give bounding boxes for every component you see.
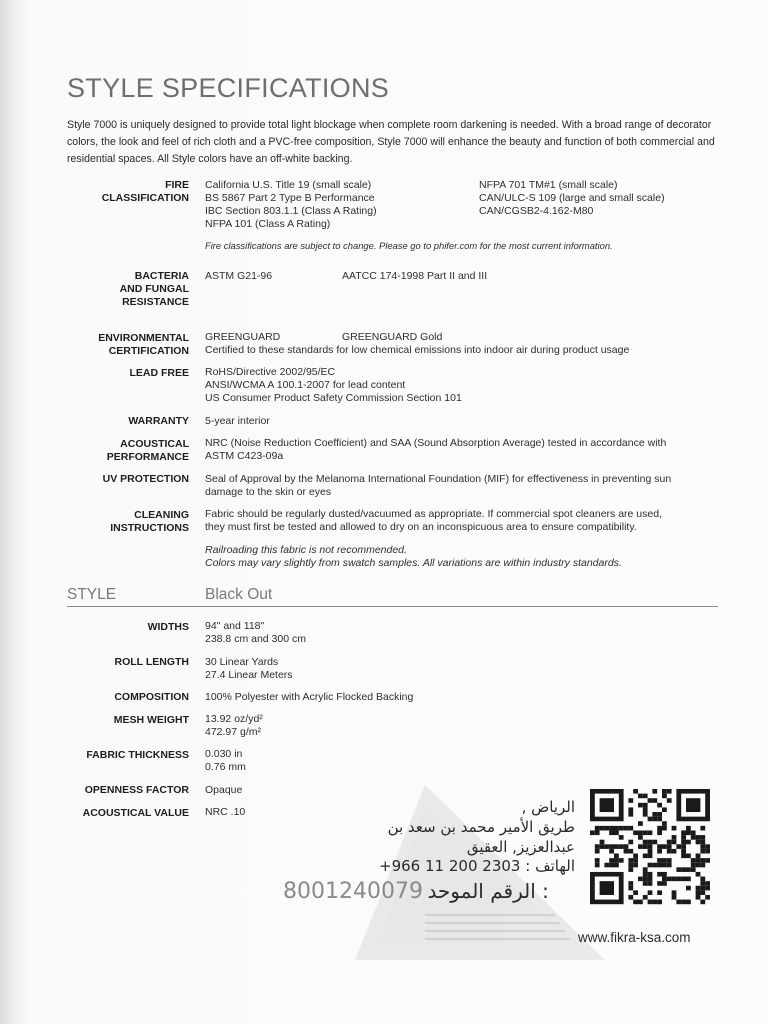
spec-value: CAN/ULC-S 109 (large and small scale) [479, 192, 665, 204]
contact-phone: الهاتف : 2303 200 11 966+ [379, 857, 575, 875]
spec-label: AND FUNGAL [119, 283, 189, 295]
spec-value: CAN/CGSB2-4.162-M80 [479, 205, 594, 217]
spec-value: 100% Polyester with Acrylic Flocked Backing [205, 691, 414, 703]
spec-label: BACTERIA [134, 270, 189, 282]
spec-label: CLASSIFICATION [101, 192, 189, 204]
spec-label: RESISTANCE [122, 296, 189, 308]
intro-paragraph: Style 7000 is uniquely designed to provide total light blockage when complete room darkening is needed. With a broad range of decorator colors, the look and feel of rich cloth and a PVC-free composition, Style 7000 will enhance the beauty and function of both commercial and residential spaces. All Style colors have an off-white backing. [67, 119, 715, 165]
spec-value: IBC Section 803.1.1 (Class A Rating) [205, 205, 377, 217]
spec-label: MESH WEIGHT [113, 714, 189, 726]
style-name: Black Out [205, 586, 273, 603]
spec-label: ROLL LENGTH [114, 656, 189, 668]
spec-label: ENVIRONMENTAL [98, 332, 189, 344]
spec-value: GREENGUARD [205, 331, 281, 343]
spec-label: UV PROTECTION [102, 473, 189, 485]
unified-number-line [283, 879, 549, 904]
spec-value: ASTM G21-96 [205, 270, 273, 282]
spec-label: OPENNESS FACTOR [84, 784, 189, 796]
spec-value: BS 5867 Part 2 Type B Performance [205, 192, 375, 204]
spec-label: WARRANTY [128, 415, 189, 427]
spec-value: NRC .10 [205, 806, 246, 818]
spec-label: FIRE [165, 179, 189, 191]
spec-value: Seal of Approval by the Melanoma International Foundation (MIF) for effectiveness in preventing sun [205, 473, 672, 485]
website-link[interactable]: www.fikra-ksa.com [578, 930, 691, 945]
page-title: STYLE SPECIFICATIONS [67, 73, 390, 103]
spec-label: FABRIC THICKNESS [86, 749, 189, 761]
spec-label: CERTIFICATION [108, 345, 189, 357]
spec-value: Fabric should be regularly dusted/vacuumed as appropriate. If commercial spot cleaners are used, [205, 508, 662, 520]
spec-label: INSTRUCTIONS [110, 522, 189, 534]
spec-value: 13.92 oz/yd² [205, 713, 263, 725]
cleaning-note: Colors may vary slightly from swatch samples. All variations are within industry standards. [205, 557, 622, 569]
spec-value: GREENGUARD Gold [342, 331, 443, 343]
spec-value: California U.S. Title 19 (small scale) [205, 179, 372, 191]
spec-value: 5-year interior [205, 415, 270, 427]
spec-label: WIDTHS [147, 621, 189, 633]
spec-value: NFPA 701 TM#1 (small scale) [479, 179, 618, 191]
spec-label: COMPOSITION [114, 691, 189, 703]
spec-value: NRC (Noise Reduction Coefficient) and SAA (Sound Absorption Average) tested in accordance with [205, 437, 667, 449]
spec-value: 0.030 in [205, 748, 243, 760]
contact-street-line2: عبدالعزيز, العقيق [466, 838, 575, 856]
spec-value: 0.76 mm [205, 761, 246, 773]
spec-value: ASTM C423-09a [205, 450, 284, 462]
fire-note: Fire classifications are subject to change. Please go to phifer.com for the most current information. [205, 240, 613, 251]
spec-value: damage to the skin or eyes [205, 486, 332, 498]
contact-city: الرياض , [521, 798, 575, 816]
unified-label: الرقم الموحد : [427, 879, 549, 903]
spec-label: ACOUSTICAL [120, 438, 189, 450]
spec-value: AATCC 174-1998 Part II and III [342, 270, 488, 282]
spec-value: NFPA 101 (Class A Rating) [205, 218, 331, 230]
unified-number: 8001240079 [283, 879, 423, 904]
spec-label: PERFORMANCE [106, 451, 189, 463]
spec-value: ANSI/WCMA A 100.1-2007 for lead content [205, 379, 406, 391]
spec-value: Opaque [205, 784, 243, 796]
spec-value: they must first be tested and allowed to dry on an inconspicuous area to ensure compatibility. [205, 521, 637, 533]
spec-label: ACOUSTICAL VALUE [82, 807, 189, 819]
spec-label: CLEANING [134, 509, 189, 521]
cleaning-note: Railroading this fabric is not recommended. [205, 544, 407, 556]
spec-value: Certified to these standards for low chemical emissions into indoor air during product usage [205, 344, 630, 356]
qr-code-icon [590, 789, 716, 909]
spec-value: RoHS/Directive 2002/95/EC [205, 366, 336, 378]
style-heading: STYLE [67, 586, 117, 603]
spec-label: LEAD FREE [129, 367, 189, 379]
divider [67, 606, 718, 607]
spec-value: 27.4 Linear Meters [205, 669, 293, 681]
spec-value: 472.97 g/m² [205, 726, 262, 738]
spec-value: US Consumer Product Safety Commission Section 101 [205, 392, 462, 404]
spec-value: 30 Linear Yards [205, 656, 279, 668]
spec-value: 94" and 118" [205, 620, 265, 632]
spec-value: 238.8 cm and 300 cm [205, 633, 306, 645]
contact-street-line1: طريق الأمير محمد بن سعد بن [387, 818, 575, 836]
